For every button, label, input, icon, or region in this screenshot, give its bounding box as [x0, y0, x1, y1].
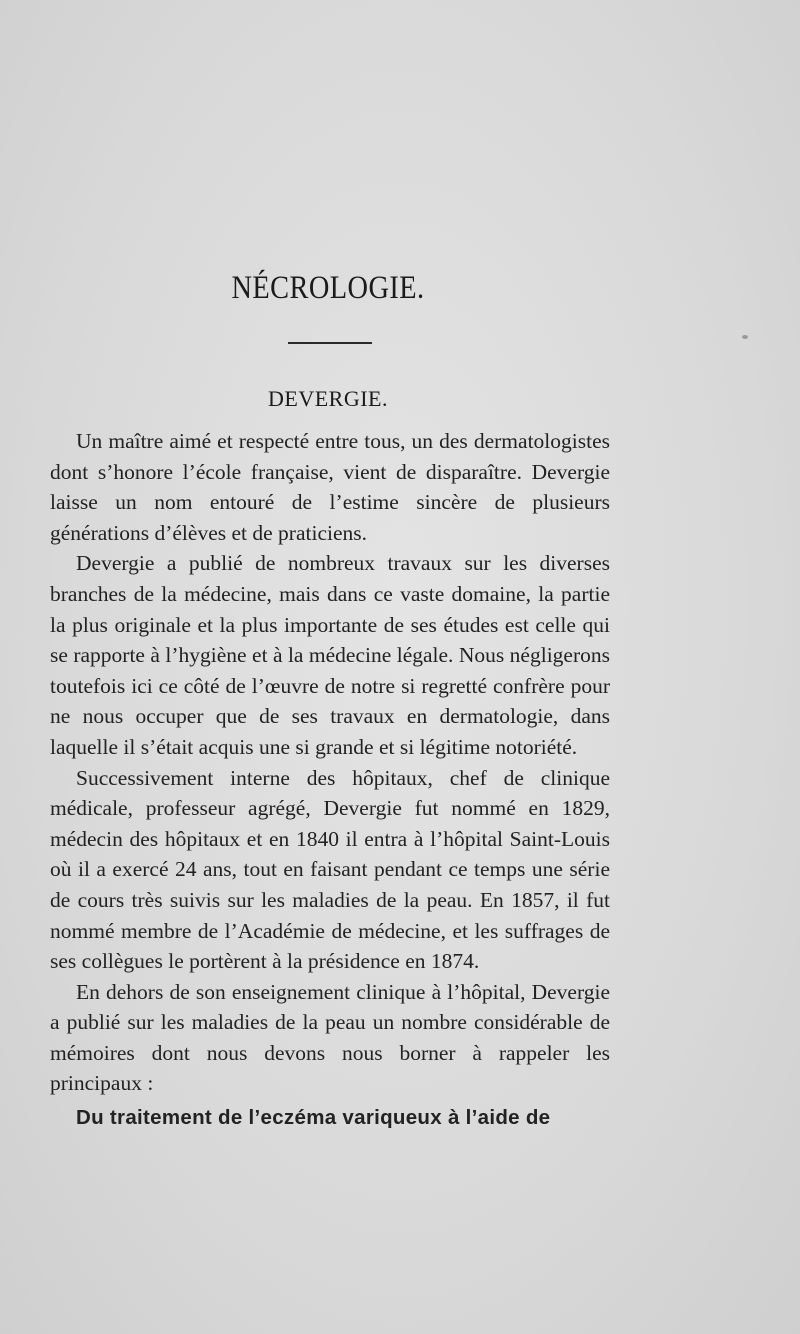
title-rule — [288, 342, 372, 344]
bleed-through-reverse-text — [230, 120, 650, 151]
paragraph: Successivement interne des hôpitaux, chef de clinique médicale, professeur agrégé, Devergie fut nommé en 1829, médecin des hôpitaux et en 1840 il entra à l’hôpital Saint-Louis où il a exercé 24 ans, tout en faisant pendant ce temps une série de cours très suivis sur les maladies de la peau. En 1857, il fut nommé membre de l’Académie de médecine, et les suffrages de ses collègues le portèrent à la présidence en 1874. — [50, 765, 610, 974]
paragraph-bold-start: Du traitement de l’eczéma variqueux à l’aide de — [76, 1106, 551, 1130]
paragraph: Devergie a publié de nombreux travaux sur les diverses branches de la médecine, mais dans ce vaste domaine, la partie la plus originale et la plus importante de ses études est celle qui se rapporte à l’hygiène et à la médecine légale. Nous négligerons toutefois ici ce côté de l’œuvre de notre si regretté confrère pour ne nous occuper que de ses travaux en dermatologie, dans laquelle il s’était acquis une si grande et si légitime notoriété. — [50, 551, 610, 759]
paragraph: Un maître aimé et respecté entre tous, un des dermatologistes dont s’honore l’école française, vient de disparaître. Devergie laisse un nom entouré de l’estime sincère de plusieurs générations d’élèves et de praticiens. — [50, 429, 610, 545]
ink-smudge — [742, 335, 748, 339]
page-title: NÉCROLOGIE. — [231, 270, 425, 306]
article-body — [50, 426, 610, 1134]
paragraph: En dehors de son enseignement clinique à l’hôpital, Devergie a publié sur les maladies de la peau un nombre considérable de mémoires dont nous devons nous borner à rappeler les principaux : — [50, 979, 610, 1096]
section-subtitle: DEVERGIE. — [268, 386, 388, 411]
